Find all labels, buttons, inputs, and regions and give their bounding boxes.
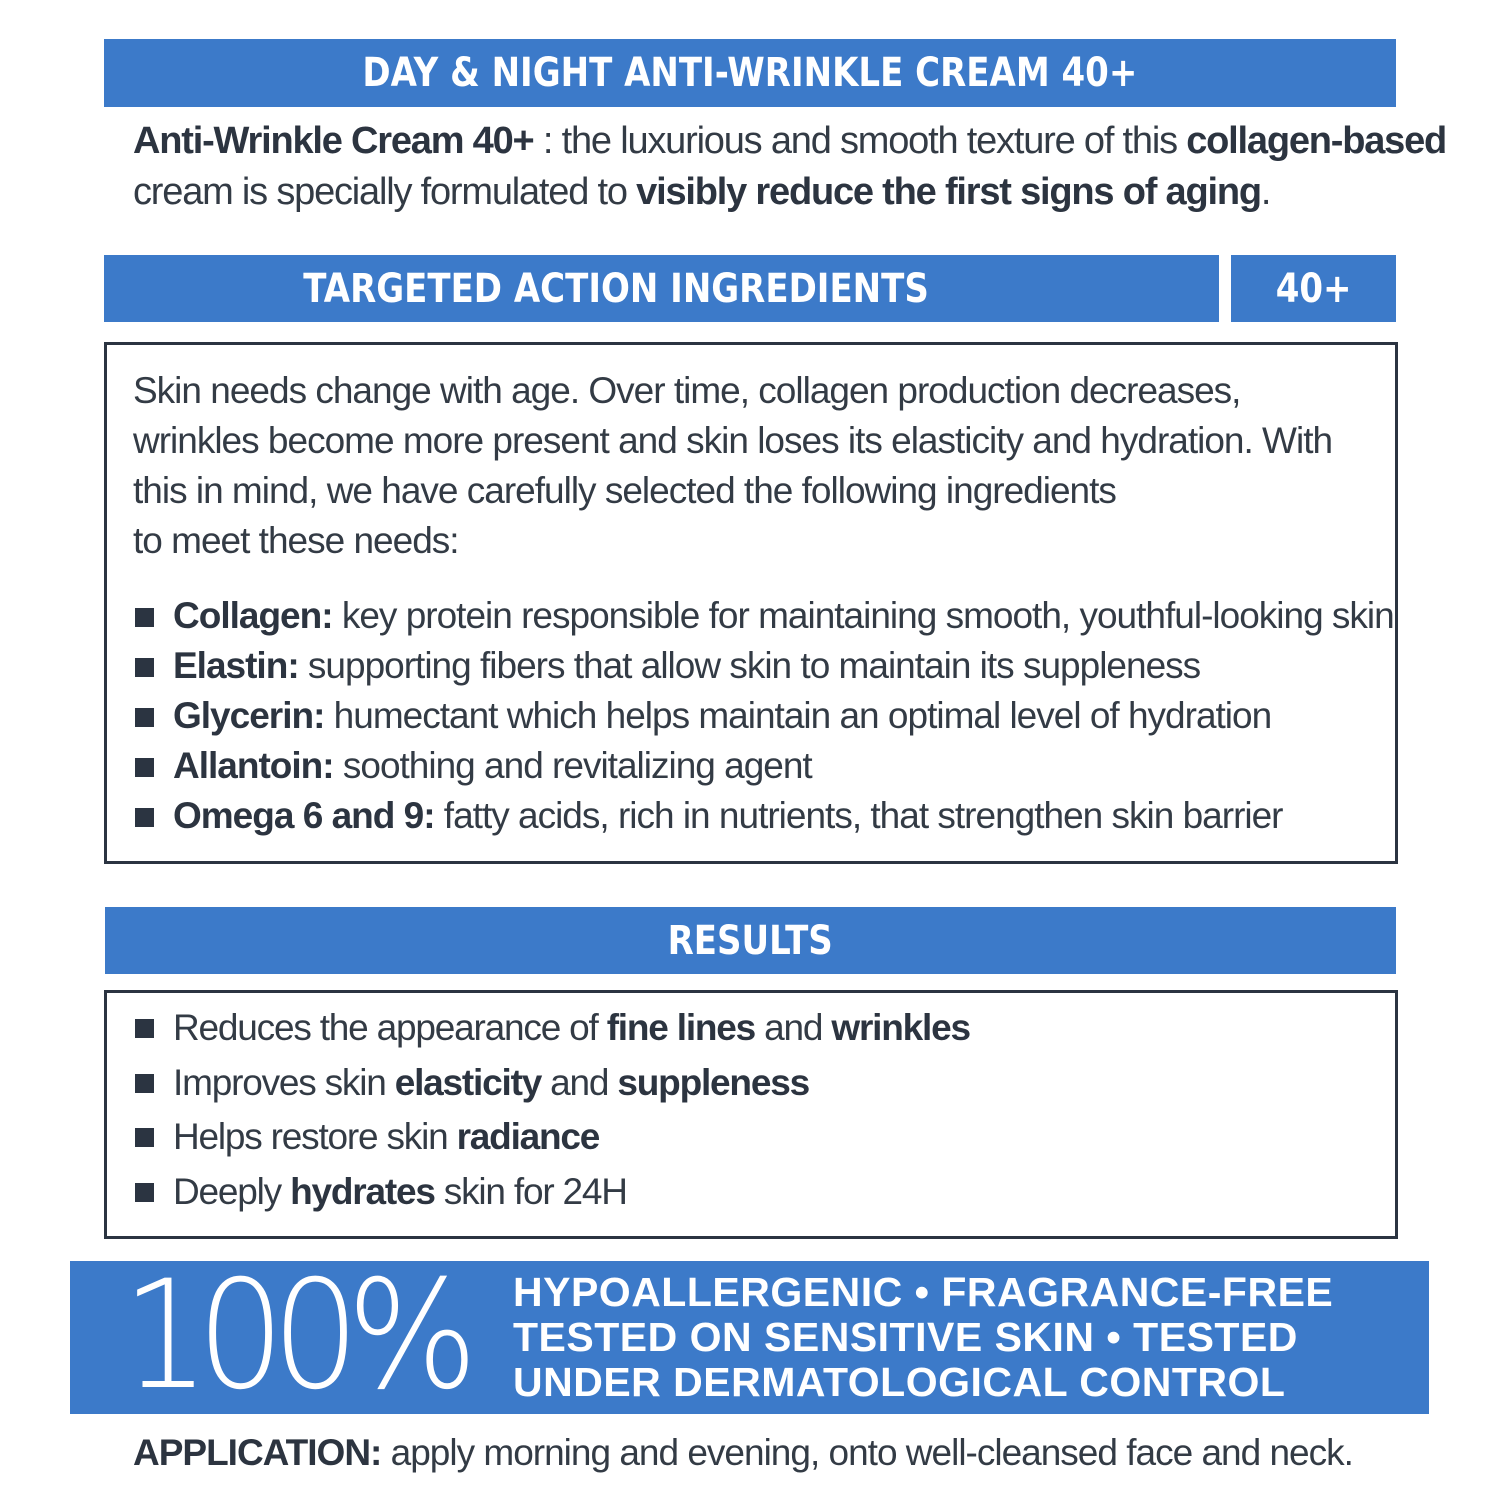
intro-line-1 [133,116,1447,167]
square-bullet-icon [135,1019,154,1038]
result-text: and [541,1061,618,1103]
ingredient-name: Collagen: [173,595,333,636]
square-bullet-icon [135,658,154,677]
product-intro [133,116,1447,218]
result-item [135,1110,970,1165]
intro-highlight-collagen: collagen-based [1186,120,1447,162]
result-bold: suppleness [617,1061,809,1103]
claim-line: TESTED ON SENSITIVE SKIN • TESTED [513,1314,1298,1360]
age-badge [1231,255,1396,322]
claim-line: UNDER DERMATOLOGICAL CONTROL [513,1359,1286,1405]
result-bold: fine lines [606,1007,756,1048]
claim-line: HYPOALLERGENIC • FRAGRANCE-FREE [513,1269,1334,1315]
result-text: skin for 24H [434,1170,627,1212]
ingredient-desc: humectant which helps maintain an optimal level of hydration [324,695,1272,736]
result-bold: elasticity [394,1061,542,1103]
result-item [135,1001,970,1056]
paragraph-line: wrinkles become more present and skin loses its elasticity and hydration. With [133,420,1333,461]
result-text: Improves skin [173,1061,395,1103]
claims-banner [70,1249,1429,1423]
paragraph-line: to meet these needs: [133,520,459,561]
application-note [133,1428,1353,1478]
ingredients-title: TARGETED ACTION INGREDIENTS [303,265,930,312]
ingredients-list [135,591,1394,841]
square-bullet-icon [135,1128,154,1147]
result-text: Deeply [173,1170,291,1212]
intro-highlight-aging: visibly reduce the first signs of aging [636,171,1261,213]
ingredient-item [135,691,1394,741]
result-bold: radiance [456,1116,600,1157]
intro-text: : the luxurious and smooth texture of this [533,120,1187,162]
ingredient-desc: supporting fibers that allow skin to maintain its suppleness [298,645,1201,686]
ingredient-desc: fatty acids, rich in nutrients, that strengthen skin barrier [434,795,1283,836]
results-list [135,1001,970,1219]
claims-text [513,1270,1333,1405]
paragraph-line: Skin needs change with age. Over time, collagen production decreases, [133,370,1241,411]
square-bullet-icon [135,1074,154,1093]
ingredient-desc: key protein responsible for maintaining smooth, youthful-looking skin [332,595,1394,636]
intro-end: . [1260,171,1271,213]
result-bold: hydrates [290,1170,435,1212]
ingredients-title-bar [104,255,1219,322]
square-bullet-icon [135,608,154,627]
ingredient-name: Glycerin: [173,695,325,736]
product-title-bar [104,39,1396,107]
percent-figure: 100% [122,1249,466,1423]
square-bullet-icon [135,758,154,777]
application-text: apply morning and evening, onto well-cleansed face and neck. [381,1432,1353,1473]
age-badge-label: 40+ [1275,265,1352,312]
intro-line-2 [133,167,1393,218]
results-title-bar [105,907,1396,974]
ingredient-item [135,641,1394,691]
intro-text-2: cream is specially formulated to [133,171,637,213]
result-text: and [755,1007,832,1048]
square-bullet-icon [135,708,154,727]
paragraph-line: this in mind, we have carefully selected the following ingredients [133,470,1116,511]
result-bold: wrinkles [831,1007,970,1048]
application-label: APPLICATION: [133,1432,382,1473]
ingredient-item [135,591,1394,641]
result-text: Helps restore skin [173,1116,457,1157]
result-text: Reduces the appearance of [173,1007,607,1048]
ingredient-item [135,741,1394,791]
square-bullet-icon [135,1183,154,1202]
ingredient-name: Allantoin: [173,745,334,786]
result-item [135,1165,970,1220]
ingredient-name: Elastin: [173,645,299,686]
result-item [135,1056,970,1111]
results-title: RESULTS [667,917,834,964]
ingredients-paragraph [133,366,1373,566]
ingredient-item [135,791,1394,841]
intro-product-name: Anti-Wrinkle Cream 40+ [133,120,534,162]
product-title: DAY & NIGHT ANTI-WRINKLE CREAM 40+ [362,50,1138,96]
square-bullet-icon [135,808,154,827]
ingredient-name: Omega 6 and 9: [173,795,435,836]
ingredient-desc: soothing and revitalizing agent [333,745,812,786]
